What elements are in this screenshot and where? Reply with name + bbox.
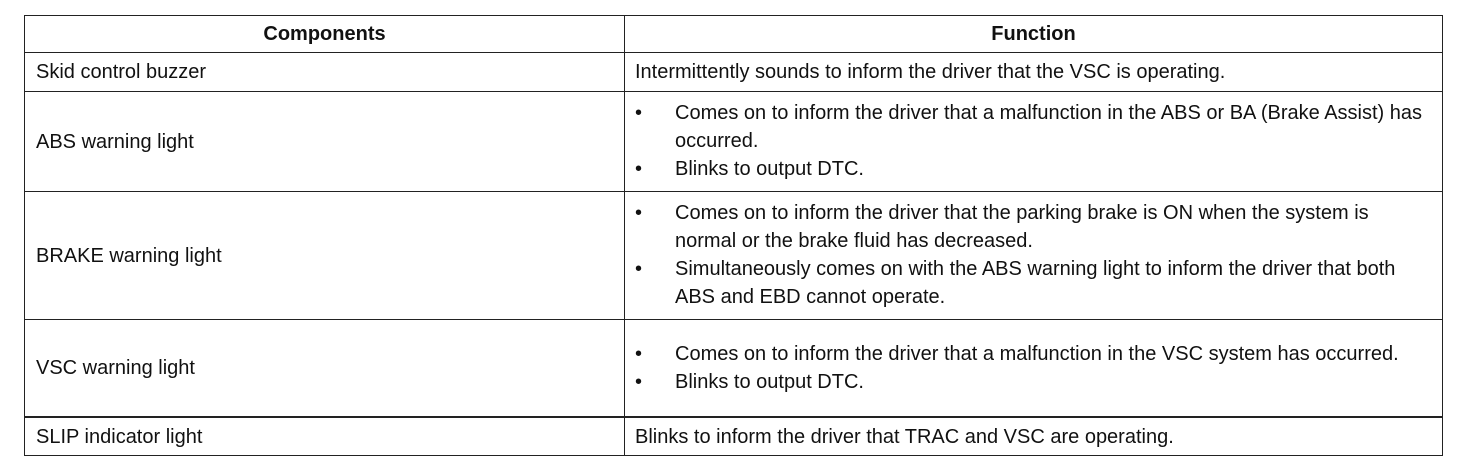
header-components: Components <box>25 16 625 53</box>
list-item <box>635 255 1434 311</box>
bullet-marker: • <box>635 202 643 224</box>
table-row <box>25 192 1443 320</box>
bullet-list <box>635 92 1434 191</box>
table-row <box>25 92 1443 192</box>
function-text: Intermittently sounds to inform the driver that the VSC is operating. <box>635 61 1226 83</box>
list-item <box>635 155 1434 183</box>
header-row <box>25 16 1443 53</box>
function-cell <box>625 92 1443 192</box>
header-function: Function <box>625 16 1443 53</box>
bullet-text: Simultaneously comes on with the ABS warning light to inform the driver that both ABS and EBD cannot operate. <box>675 258 1396 308</box>
function-cell <box>625 53 1443 92</box>
component-cell: ABS warning light <box>25 92 625 192</box>
bullet-marker: • <box>635 342 643 365</box>
component-cell: Skid control buzzer <box>25 53 625 92</box>
bullet-list <box>635 192 1434 319</box>
components-function-table <box>24 15 1443 456</box>
bullet-text: Blinks to output DTC. <box>675 158 864 180</box>
function-text: Blinks to inform the driver that TRAC and VSC are operating. <box>635 425 1174 448</box>
bullet-text: Comes on to inform the driver that the parking brake is ON when the system is normal or the brake fluid has decreased. <box>675 202 1369 252</box>
component-cell: VSC warning light <box>25 320 625 418</box>
component-cell: SLIP indicator light <box>25 417 625 456</box>
bullet-marker: • <box>635 258 643 280</box>
list-item <box>635 340 1434 368</box>
function-cell <box>625 320 1443 418</box>
table-row <box>25 320 1443 418</box>
list-item <box>635 368 1434 396</box>
component-cell: BRAKE warning light <box>25 192 625 320</box>
table-row <box>25 417 1443 456</box>
table-row <box>25 53 1443 92</box>
bullet-marker: • <box>635 158 643 180</box>
function-cell <box>625 192 1443 320</box>
list-item <box>635 199 1434 255</box>
bullet-text: Comes on to inform the driver that a malfunction in the ABS or BA (Brake Assist) has occurred. <box>675 102 1423 152</box>
bullet-text: Comes on to inform the driver that a malfunction in the VSC system has occurred. <box>675 342 1399 365</box>
bullet-list <box>635 333 1434 404</box>
bullet-marker: • <box>635 370 643 393</box>
bullet-marker: • <box>635 102 643 124</box>
list-item <box>635 99 1434 155</box>
function-cell <box>625 417 1443 456</box>
bullet-text: Blinks to output DTC. <box>675 370 864 393</box>
